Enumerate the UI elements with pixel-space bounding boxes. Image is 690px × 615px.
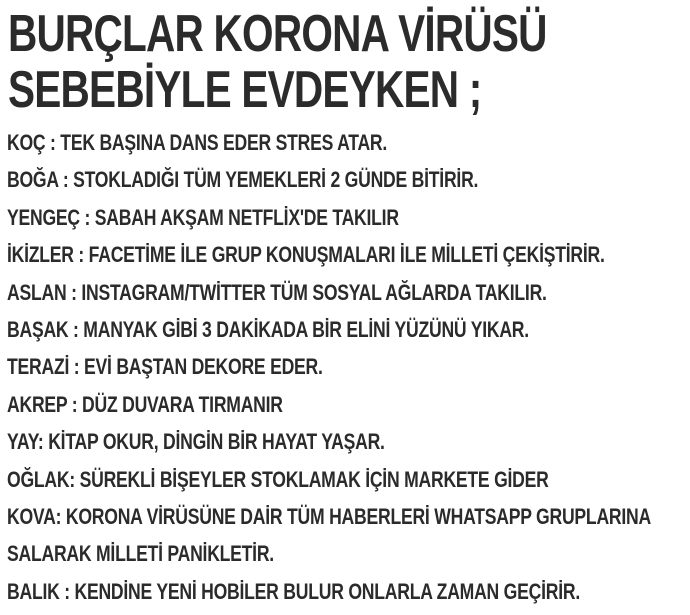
title-line-2: SEBEBİYLE EVDEYKEN ;	[8, 61, 482, 119]
zodiac-line-boga: BOĞA : STOKLADIĞI TÜM YEMEKLERİ 2 GÜNDE BİTİRİR.	[7, 167, 479, 193]
zodiac-line-yay: YAY: KİTAP OKUR, DİNGİN BİR HAYAT YAŞAR.	[7, 429, 385, 455]
zodiac-line-kova: KOVA: KORONA VİRÜSÜNE DAİR TÜM HABERLERİ WHATSAPP GRUPLARINA	[7, 503, 651, 529]
zodiac-list	[7, 124, 687, 610]
zodiac-line-aslan: ASLAN : INSTAGRAM/TWİTTER TÜM SOSYAL AĞLARDA TAKILIR.	[7, 279, 547, 305]
zodiac-line-koc: KOÇ : TEK BAŞINA DANS EDER STRES ATAR.	[7, 130, 388, 155]
zodiac-line-ikizler: İKİZLER : FACETİME İLE GRUP KONUŞMALARI İLE MİLLETİ ÇEKİŞTİRİR.	[7, 242, 605, 268]
zodiac-line-balik: BALIK : KENDİNE YENİ HOBİLER BULUR ONLARLA ZAMAN GEÇİRİR.	[7, 578, 580, 604]
zodiac-line-oglak: OĞLAK: SÜREKLİ BİŞEYLER STOKLAMAK İÇİN MARKETE GİDER	[7, 466, 549, 492]
zodiac-line-akrep: AKREP : DÜZ DUVARA TIRMANIR	[7, 391, 283, 417]
zodiac-line-kova-continued: SALARAK MİLLETİ PANİKLETİR.	[7, 541, 274, 567]
page-title	[8, 5, 547, 119]
zodiac-line-terazi: TERAZİ : EVİ BAŞTAN DEKORE EDER.	[7, 354, 323, 380]
zodiac-line-yengec: YENGEÇ : SABAH AKŞAM NETFLİX'DE TAKILIR	[7, 204, 399, 230]
zodiac-line-basak: BAŞAK : MANYAK GİBİ 3 DAKİKADA BİR ELİNİ YÜZÜNÜ YIKAR.	[7, 316, 529, 342]
title-line-1: BURÇLAR KORONA VİRÜSÜ	[8, 5, 547, 63]
